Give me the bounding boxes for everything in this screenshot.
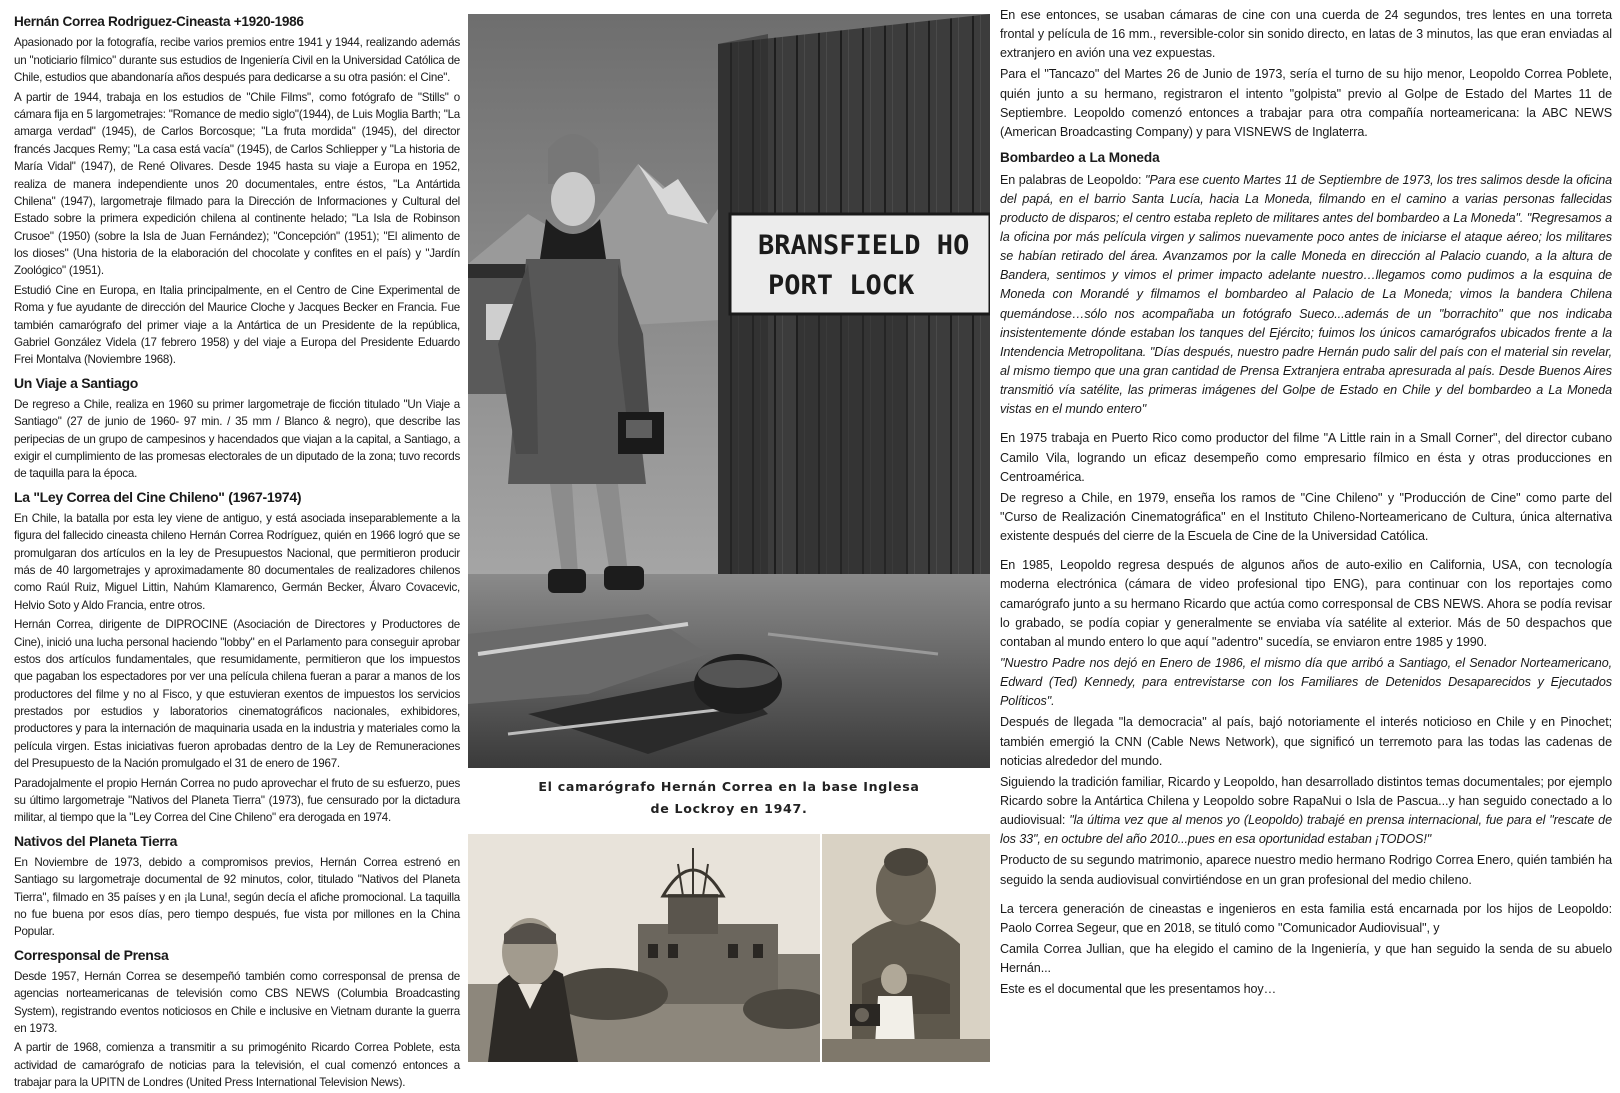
paragraph-intro: Apasionado por la fotografía, recibe varios premios entre 1941 y 1944, realizando además un "noticiario fílmico" durante sus estudios de Ingeniería Civil en la Universidad Católica de Chile, estudios que abandonaría años después para dedicarse a su otra pasión: el Cine". xyxy=(14,36,460,85)
paragraph-rodrigo: Producto de su segundo matrimonio, aparece nuestro medio hermano Rodrigo Correa Enero, quién también ha seguido la senda audiovisual convirtiéndose en un gran profesional del medio chileno. xyxy=(1000,853,1612,887)
bombardeo-quote: "Para ese cuento Martes 11 de Septiembre de 1973, los tres salimos desde la oficina del papá, en el barrio Santa Lucía, hacia La Moneda, filmando en el camino a varias personas fallecidas producto de disparos; el centro estaba repleto de militares antes del bombardeo a La Moneda". "Regresamos a la oficina por más película virgen y salimos nuevamente poco antes de iniciarse el ataque aéreo; los militares se habían retirado del área. Avanzamos por la calle Moneda en dirección al Palacio cuando, a la altura de Bandera, sentimos y vimos el primer impacto adelante nuestro…llegamos como pudimos a la esquina de Moneda con Morandé y filmamos el bombardeo al Palacio de La Moneda; vimos la bandera Chilena quemándose…sólo nos acompañaba un fotógrafo Sueco...además de un "borrachito" que nos indicaba insistentemente dónde estaban los tanques del Ejército; fuimos los únicos camarógrafos ubicados frente a la Intendencia Metropolitana. "Días después, nuestro padre Hernán pudo salir del país con el material sin revelar, al mismo tiempo que una gran cantidad de Prensa Extranjera entraba apresurada al país. Desde Buenos Aires transmitió vía satélite, las primeras imágenes del Golpe de Estado en Chile y del bombardeo a La Moneda vistas en el mundo entero" xyxy=(1000,172,1613,417)
paragraph-1985: En 1985, Leopoldo regresa después de algunos años de auto-exilio en California, USA, con tecnología moderna electrónica (cámara de video profesional tipo ENG), para continuar con los reportajes como camarógrafo junto a su hermano Ricardo que actúa como corresponsal de CBS NEWS. Ahora se podía revisar lo grabado, se podía copiar y generalmente se enviaba vía satélite al exterior. Más de 50 despachos que contaban al mundo entero lo que aquí "adentro" sucedía, se enviaron entre 1985 y 1990. xyxy=(1000,558,1612,649)
paragraph-bombardeo xyxy=(1000,171,1612,420)
paragraph-closing: Este es el documental que les presentamos hoy… xyxy=(1000,982,1277,997)
photo-buddha-statue xyxy=(822,834,990,1062)
paragraph-ley-2: Hernán Correa, dirigente de DIPROCINE (Asociación de Directores y Productores de Cine), inició una lucha personal haciendo "lobby" en el Parlamento para conseguir aprobar estos dos artículos fundamentales, que resumidamente, permitieron que los impuestos que pagaban los espectadores por ver una película chilena fueran a parar a manos de los productores del filme y no al Fisco, y que estuvieran exentos de impuestos los servicios prestados por estudios y laboratorios cinematográficos nacionales, exhibidores, productores y para la internación de maquinaria usada en la industria y materiales como la película virgen. Estas iniciativas fueron aprobadas dentro de la Ley de Remuneraciones del Presupuesto de la Nación promulgado el 31 de enero de 1967. xyxy=(14,618,460,771)
caption-line1: El camarógrafo Hernán Correa en la base Inglesa xyxy=(538,779,920,794)
paragraph-padre-1986: "Nuestro Padre nos dejó en Enero de 1986, el mismo día que arribó a Santiago, el Senador Norteamericano, Edward (Ted) Kennedy, para entrevistarse con los Familiares de Detenidos Desaparecidos y Ejecutados Políticos". xyxy=(1000,656,1612,709)
photo-caption xyxy=(468,776,990,820)
paragraph-tradicion: Siguiendo la tradición familiar, Ricardo y Leopoldo, han desarrollado distintos temas documentales; por ejemplo Ricardo sobre la Antártica Chilena y Leopoldo sobre RapaNui o Isla de Pascua...y han seguido conectado a lo audiovisual: "la última vez que al menos yo (Leopoldo) trabajé en prensa internacional, fue para el "rescate de los 33", en octubre del año 2010...pues en esa oportunidad estaban ¡TODOS!" xyxy=(1000,774,1612,847)
caption-line2: de Lockroy en 1947. xyxy=(650,801,808,817)
paragraph-puerto-rico: En 1975 trabaja en Puerto Rico como productor del filme "A Little rain in a Small Corner", del director cubano Camilo Vila, logrando un eficaz desempeño como empresario fílmico en ésta y otras producciones en Centroamérica. xyxy=(1000,431,1612,484)
paragraph-corresponsal-1: Desde 1957, Hernán Correa se desempeñó también como corresponsal de prensa de agencias norteamericanas de televisión como CBS NEWS (Columbia Broadcasting System), registrando eventos noticiosos en Chile e inclusive en Vietnam durante la guerra en 1973. xyxy=(14,969,460,1035)
paragraph-camila: Camila Correa Jullian, que ha elegido el camino de la Ingeniería, y que han seguido la senda de su abuelo Hernán... xyxy=(1000,941,1612,976)
paragraph-nativos: En Noviembre de 1973, debido a compromisos previos, Hernán Correa estrenó en Santiago su largometraje documental de 92 minutos, color, titulado "Nativos del Planeta Tierra", filmado en 35 países y en ¡la Luna!, según decía el afiche promocional. La taquilla no fue buena por esos días, pero tiempo después, fue vista por millones en la China Popular. xyxy=(14,855,460,939)
paragraph-democracia: Después de llegada "la democracia" al país, bajó notoriamente el interés noticioso en Chile y en Pinochet; también emergió la CNN (Cable News Network), que significó un terremoto para las todas las cadenas de noticias alrededor del mundo. xyxy=(1000,715,1612,768)
paragraph-chile-films: A partir de 1944, trabaja en los estudios de "Chile Films", como fotógrafo de "Stills" o cámara fija en 5 largometrajes: "Romance de medio siglo"(1944), de Luis Moglia Barth; "La amarga verdad" (1945), de Carlos Borcosque; "La fruta mordida" (1945), del director francés Jacques Remy; "La casa está vacía" (1945), de Carlos Schliepper y "La historia de María Vidal" (1947), de René Olivares. Desde 1945 hasta su viaje a Europa en 1952, realiza de manera independiente unos 20 documentales, entre éstos, "La Antártida Chilena" (1947), largometraje filmado para la Dirección de Informaciones y Cultural del Estado sobre la primera expedición chilena al continente helado; "La Isla de Robinson Crusoe" (1950) (sobre la Isla de Juan Fernández); "Concepción" (1951); "El alimento de los dioses" (Una historia de la elaboración del chocolate y confites en el país) y "Jardín Zoológico" (1951). xyxy=(14,90,460,278)
heading-corresponsal: Corresponsal de Prensa xyxy=(14,946,169,963)
heading-nativos: Nativos del Planeta Tierra xyxy=(14,832,178,849)
sign-text-line2: PORT LOCK xyxy=(768,270,915,301)
paragraph-europe: Estudió Cine en Europa, en Italia principalmente, en el Centro de Cine Experimental de Roma y fue ayudante de dirección del Maurice Cloche y Jacques Becker en Francia. Fue también camarógrafo del primer viaje a la Antártica de un Presidente de la república, Gabriel González Videla (17 febrero 1958) y del viaje a Europa del Presidente Eduardo Frei Montalva (Noviembre 1968). xyxy=(14,283,460,367)
bombardeo-intro: En palabras de Leopoldo: xyxy=(1000,172,1145,187)
photo-hiroshima-dome xyxy=(468,834,820,1062)
paragraph-tercera-generacion: La tercera generación de cineastas e ingenieros en esta familia está encarnada por los hijos de Leopoldo: Paolo Correa Segeur, que en 2018, se tituló como "Comunicador Audiovisual", y xyxy=(1000,901,1612,935)
paragraph-corresponsal-2: A partir de 1968, comienza a transmitir a su primogénito Ricardo Correa Poblete, esta actividad de camarógrafo de noticias para la televisión, el cual comenzó entonces a trabajar para la UPITN de Londres (United Press International Television News). xyxy=(14,1041,460,1090)
paragraph-tancazo: Para el "Tancazo" del Martes 26 de Junio de 1973, sería el turno de su hijo menor, Leopoldo Correa Poblete, quién junto a su hermano, registraron el intento "golpista" previo al Golpe de Estado del Martes 11 de Septiembre. Leopoldo comenzó entonces a trabajar para otra compañía norteamericana: la ABC NEWS (American Broadcasting Company) y para VISNEWS de Inglaterra. xyxy=(1000,67,1612,139)
sign-text-line1: BRANSFIELD HO xyxy=(758,230,970,261)
paragraph-viaje-santiago: De regreso a Chile, realiza en 1960 su primer largometraje de ficción titulado "Un Viaje a Santiago" (27 de junio de 1960- 97 min. / 35 mm / Blanco & negro), que describe las peripecias de un grupo de campesinos y hacendados que viajan a la capital, a Santiago, a exigir el cumplimiento de las promesas electorales de un diputado de la zona; tuvo records de taquilla para la época. xyxy=(14,397,460,481)
heading-bombardeo: Bombardeo a La Moneda xyxy=(1000,149,1160,165)
paragraph-ley-3: Paradojalmente el propio Hernán Correa no pudo aprovechar el fruto de su esfuerzo, pues su último largometraje "Nativos del Planeta Tierra" (1973), fue censurado por la dictadura militar, al tiempo que la "Ley Correa del Cine Chileno" era derogada en 1974. xyxy=(14,776,460,825)
heading-ley-correa: La "Ley Correa del Cine Chileno" (1967-1974) xyxy=(14,488,302,505)
main-photo-cameraman-lockroy xyxy=(468,14,990,768)
left-column xyxy=(14,6,460,1093)
paragraph-ley-1: En Chile, la batalla por esta ley viene de antiguo, y está asociada inseparablemente a la figura del fallecido cineasta chileno Hernán Correa Rodríguez, quién en 1966 logró que se promulgaran dos artículos en la ley de Presupuestos Nacional, que permitieron producir más de 40 largometrajes y aproximadamente 80 documentales de realizadores chilenos como Raúl Ruiz, Miguel Littin, Nahúm Klamarenco, Germán Becker, Álvaro Covacevic, Helvio Soto y Aldo Francia, entre otros. xyxy=(14,511,460,612)
heading-viaje-santiago: Un Viaje a Santiago xyxy=(14,374,138,391)
paragraph-ensenanza: De regreso a Chile, en 1979, enseña los ramos de "Cine Chileno" y "Producción de Cine" como parte del "Curso de Realización Cinematográfica" en el Instituto Chileno-Norteamericano de Cultura, única alternativa existente después del cierre de la Escuela de Cine de la Universidad Católica. xyxy=(1000,490,1612,544)
right-column xyxy=(1000,6,1612,1001)
rescate-quote: "la última vez que al menos yo (Leopoldo) trabajé en prensa internacional, fue para el "rescate de los 33", en octubre del año 2010...pues en esa oportunidad estaban ¡TODOS!" xyxy=(1000,813,1612,847)
article-title: Hernán Correa Rodriguez-Cineasta +1920-1986 xyxy=(14,14,304,29)
paragraph-cameras: En ese entonces, se usaban cámaras de cine con una cuerda de 24 segundos, tres lentes en una torreta frontal y película de 16 mm., reversible-color sin sonido directo, en latas de 3 minutos, las que eran enviadas al extranjero en avión una vez expuestas. xyxy=(1000,8,1612,61)
